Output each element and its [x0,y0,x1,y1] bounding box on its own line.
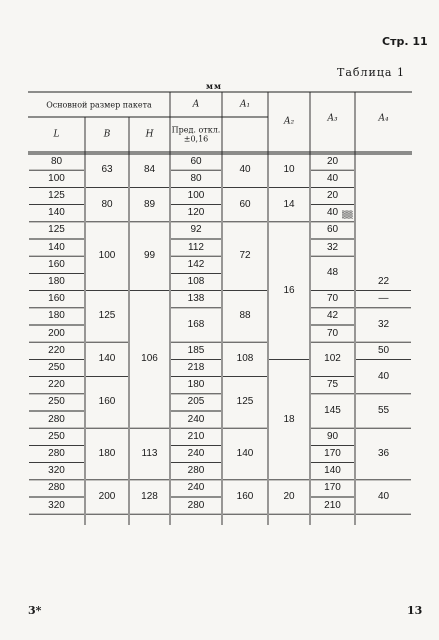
cell-a1: 60 [239,198,251,210]
cell-a: 205 [187,396,205,408]
header-tolerance-value: ±0,16 [183,134,209,143]
cell-a3: 170 [324,482,341,494]
cell-a1: 88 [239,310,251,322]
header-l: L [53,129,60,139]
cell-a: 240 [187,448,205,459]
cell-a: 168 [187,319,205,330]
cell-a3: 170 [324,448,341,459]
cell-a4: 40 [377,370,390,382]
cell-a4: 55 [377,405,390,416]
cell-a: 210 [187,430,205,442]
cell-a3: 140 [324,465,341,477]
cell-a3: 60 [326,224,339,236]
cell-a1: 125 [236,396,254,408]
cell-l: 220 [48,379,65,391]
cell-a: 138 [187,293,205,305]
cell-l: 125 [48,190,65,201]
cell-a: 108 [187,276,205,287]
cell-l: 280 [48,448,65,459]
cell-a: 280 [187,499,205,511]
cell-b: 160 [98,396,116,408]
cell-b: 80 [101,198,113,210]
header-a: A [192,99,200,109]
cell-a3: 145 [324,405,341,416]
cell-a3: 40 [326,207,339,219]
cell-a3: 42 [326,310,339,322]
cell-l: 100 [48,172,65,184]
table-title: Таблица 1 [337,66,405,79]
cell-a: 142 [187,258,205,270]
cell-a: 240 [187,413,205,425]
cell-a3: 102 [324,353,341,365]
cell-a2: 18 [283,413,295,425]
header-a4: A₄ [378,113,389,124]
scan-smudge: ▒▒ [342,211,353,219]
cell-b: 125 [98,310,116,322]
cell-a1: 140 [236,448,254,459]
header-a1: A₁ [239,99,251,109]
cell-l: 250 [48,362,65,373]
cell-a3: 70 [326,327,339,339]
page-number-top: Стр. 11 [382,35,428,48]
cell-a4: 32 [377,319,390,330]
cell-a3: 90 [326,430,339,442]
cell-l: 180 [48,310,65,322]
cell-a4: — [378,293,389,305]
cell-a3: 20 [326,190,339,201]
cell-a3: 40 [326,172,339,184]
cell-l: 200 [48,327,65,339]
cell-a1: 72 [239,250,251,262]
cell-a2: 10 [283,164,295,176]
cell-a3: 48 [326,267,339,279]
header-b: B [103,129,111,139]
cell-l: 125 [48,224,65,236]
cell-l: 180 [48,276,65,287]
cell-b: 63 [101,164,113,176]
cell-l: 140 [48,207,65,219]
cell-a3: 75 [326,379,339,391]
cell-h: 106 [141,353,158,365]
header-h: H [145,129,154,139]
cell-a: 180 [187,379,205,391]
footer-signature-mark: 3* [28,604,42,617]
cell-l: 80 [50,155,63,167]
cell-l: 160 [48,258,65,270]
cell-a: 185 [187,344,205,356]
cell-a: 240 [187,482,205,494]
cell-a2: 20 [283,491,295,502]
unit-label: мм [206,81,222,91]
group-label: Основной размер пакета [46,100,152,109]
cell-a3: 32 [326,241,339,253]
cell-a1: 108 [236,353,254,365]
cell-a4: 36 [377,448,390,459]
cell-a2: 16 [283,284,295,296]
cell-b: 140 [98,353,116,365]
cell-h: 84 [143,164,156,176]
cell-l: 140 [48,241,65,253]
cell-l: 320 [48,499,65,511]
cell-a1: 160 [236,491,254,502]
cell-h: 99 [143,250,156,262]
cell-b: 180 [98,448,116,459]
cell-l: 250 [48,430,65,442]
cell-b: 100 [98,250,116,262]
cell-a4: 40 [377,491,390,502]
header-a2: A₂ [283,116,295,127]
cell-l: 160 [48,293,65,305]
cell-a: 80 [190,172,202,184]
cell-a: 280 [187,465,205,477]
cell-l: 280 [48,413,65,425]
cell-l: 280 [48,482,65,494]
cell-b: 200 [98,491,116,502]
header-a3: A₃ [327,113,338,124]
cell-l: 250 [48,396,65,408]
cell-a4: 22 [377,276,390,287]
cell-h: 113 [141,448,158,459]
cell-a: 100 [187,190,205,201]
cell-l: 320 [48,465,65,477]
cell-a: 92 [190,224,202,236]
footer-page-number: 13 [407,604,423,617]
cell-a: 218 [187,362,205,373]
cell-a2: 14 [283,198,295,210]
header-tolerance: Пред. откл. [171,125,221,134]
cell-h: 128 [141,491,158,502]
cell-a: 112 [188,241,204,253]
cell-a4: 50 [377,344,390,356]
cell-a: 60 [190,155,202,167]
cell-a: 120 [187,207,205,219]
cell-l: 220 [48,344,65,356]
cell-a3: 210 [324,499,341,511]
cell-a1: 40 [239,164,251,176]
cell-h: 89 [143,198,156,210]
cell-a3: 70 [326,293,339,305]
cell-a3: 20 [326,155,339,167]
